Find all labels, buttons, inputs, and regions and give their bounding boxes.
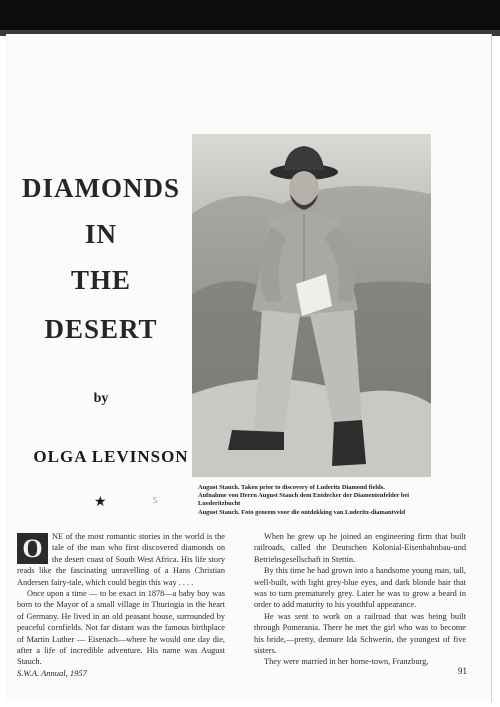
article-title-line-1: DIAMONDS <box>21 173 180 203</box>
paragraph: They were married in her home-town, Franzburg, <box>264 657 429 667</box>
article-title-line-3: THE <box>70 265 132 295</box>
article-column-right <box>254 531 466 668</box>
paragraph: NE of the most romantic stories in the world is the tale of the man who first discovered diamonds on the desert coast of South West Africa. His life story reads like the fascinating unravelling of a Hans Christian Andersen fairy-tale, which could begin this way . . . . <box>17 532 225 587</box>
margin-mark: 5 <box>153 496 157 505</box>
drop-cap: O <box>17 533 48 564</box>
byline: by <box>93 391 109 406</box>
paragraph: When he grew up he joined an engineering firm that built railroads, called the Deutschen Kolonial-Eisenbahnbau-und Betriebsgesellschaft in Stettin. <box>254 532 466 564</box>
photo-caption-german: Aufnahme von Herrn August Stauch dem Entdecker der Diamentenfelder bei Luederitzbucht <box>198 492 410 507</box>
photo-caption-afrikaans: August Stauch. Foto geneem voor die ontdekking van Luderitz-diamantveld <box>198 509 406 516</box>
paragraph: Once upon a time — to be exact in 1878—a baby boy was born to the Mayor of a small village in Thuringia in the heart of Germany. He lived in an old peasant house, surrounded by peaceful cornfields. Not far distant was the famous birthplace of Martin Luther — Eisenach—where he would one day die, after a life of incredible adventure. His name was August Stauch. <box>17 589 225 667</box>
article-title-line-4: DESERT <box>44 314 158 344</box>
paragraph: He was sent to work on a railroad that was being built through Pomerania. There he met the girl who was to become his bride,—pretty, demure Ida Schwerin, the youngest of five sisters. <box>254 611 466 656</box>
article-column-left <box>17 531 225 668</box>
scan-top-border <box>0 0 500 34</box>
publication-footer: S.W.A. Annual, 1957 <box>17 668 87 678</box>
paragraph: By this time he had grown into a handsome young man, tall, well-built, with light grey-blue eyes, and dark blonde hair that was to turn prematurely grey. Later he was to grow a beard in order to add maturity to his youthful appearance. <box>254 566 466 610</box>
portrait-photo <box>192 134 431 477</box>
article-title-line-2: IN <box>84 219 117 249</box>
page-number: 91 <box>458 666 467 676</box>
star-ornament: ★ <box>94 495 107 510</box>
portrait-illustration <box>192 134 431 477</box>
author-name: OLGA LEVINSON <box>33 447 189 466</box>
photo-caption-english: August Stauch. Taken prior to discovery of Luderitz Diamond fields. <box>198 484 385 491</box>
magazine-page <box>6 34 492 702</box>
